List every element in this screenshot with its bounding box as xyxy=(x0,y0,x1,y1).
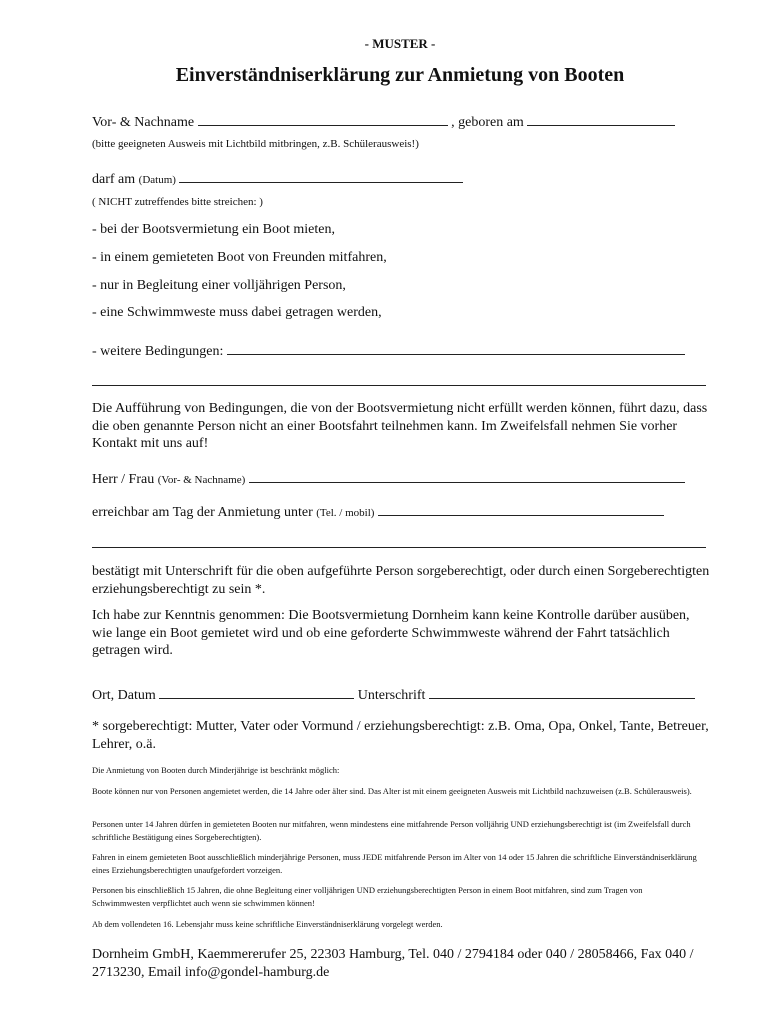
reach-hint: (Tel. / mobil) xyxy=(316,507,375,519)
option-ride-with-friends[interactable]: - in einem gemieteten Boot von Freunden mitfahren, xyxy=(92,250,387,265)
birthdate-field[interactable] xyxy=(527,111,675,126)
darf-am-label: darf am xyxy=(92,172,136,187)
footnote: * sorgeberechtigt: Mutter, Vater oder Vormund / erziehungsberechtigt: z.B. Oma, Opa, Onkel, Tante, Betreuer, Lehrer, o.ä. xyxy=(92,719,709,752)
name-field[interactable] xyxy=(198,111,448,126)
rule-item: Fahren in einem gemieteten Boot ausschließlich minderjährige Personen, muss JEDE mitfahrende Person im Alter von 14 oder 15 Jahren die schriftliche Einverständniserklärung eines Erziehungsberechtigten unaufgefordert vorzeigen. xyxy=(92,852,697,875)
born-label: , geboren am xyxy=(451,115,524,130)
notice-paragraph: Die Aufführung von Bedingungen, die von der Bootsvermietung nicht erfüllt werden können, führt dazu, dass die oben genannte Person nicht an einer Bootsfahrt teilnehmen kann. Im Zweifelsfall nehmen Sie vorher Kontakt mit uns auf! xyxy=(92,401,708,451)
reach-label: erreichbar am Tag der Anmietung unter xyxy=(92,505,313,520)
place-date-label: Ort, Datum xyxy=(92,688,156,703)
page-title: Einverständniserklärung zur Anmietung von Booten xyxy=(175,64,625,86)
further-row xyxy=(92,340,685,360)
muster-label: - MUSTER - xyxy=(364,36,436,51)
guardian-label: Herr / Frau xyxy=(92,472,155,487)
id-hint: (bitte geeigneten Ausweis mit Lichtbild mitbringen, z.B. Schülerausweis!) xyxy=(92,138,419,150)
strike-hint: ( NICHT zutreffendes bitte streichen: ) xyxy=(92,196,263,208)
phone-field[interactable] xyxy=(378,501,664,516)
phone-field-line2[interactable] xyxy=(92,547,706,548)
name-label: Vor- & Nachname xyxy=(92,115,195,130)
rule-item: Die Anmietung von Booten durch Minderjährige ist beschränkt möglich: xyxy=(92,765,340,775)
rental-date-field[interactable] xyxy=(179,168,463,183)
rule-item: Personen unter 14 Jahren dürfen in gemieteten Booten nur mitfahren, wenn mindestens eine mitfahrende Person volljährig UND erziehungsberechtigt ist (im Zweifelsfall durch schriftliche Bestätigung eines Sorgeberechtigten). xyxy=(92,819,691,842)
name-row xyxy=(92,111,675,131)
further-label: - weitere Bedingungen: xyxy=(92,344,224,359)
reach-row xyxy=(92,501,664,521)
option-rent-boat[interactable]: - bei der Bootsvermietung ein Boot mieten, xyxy=(92,222,336,237)
acknowledge-paragraph: Ich habe zur Kenntnis genommen: Die Bootsvermietung Dornheim kann keine Kontrolle darüber ausüben, wie lange ein Boot gemietet wird und ob eine geforderte Schwimmweste während der Fahrt tatsächlich getragen wird. xyxy=(92,608,690,658)
further-conditions-field[interactable] xyxy=(227,340,685,355)
rule-item: Personen bis einschließlich 15 Jahren, die ohne Begleitung einer volljährigen UND erziehungsberechtigten Person in einem Boot mitfahren, sind zum Tragen von Schwimmwesten verpflichtet auch wenn sie schwimmen können! xyxy=(92,885,643,908)
signature-row xyxy=(92,684,695,704)
place-date-field[interactable] xyxy=(159,684,354,699)
guardian-row xyxy=(92,468,685,488)
signature-label: Unterschrift xyxy=(357,688,426,703)
further-conditions-line2[interactable] xyxy=(92,385,706,386)
signature-field[interactable] xyxy=(429,684,695,699)
datum-hint: (Datum) xyxy=(138,174,176,186)
rule-item: Ab dem vollendeten 16. Lebensjahr muss keine schriftliche Einverständniserklärung vorgelegt werden. xyxy=(92,919,443,929)
option-life-vest[interactable]: - eine Schwimmweste muss dabei getragen werden, xyxy=(92,305,382,320)
option-adult-escort[interactable]: - nur in Begleitung einer volljährigen Person, xyxy=(92,278,346,293)
rule-item: Boote können nur von Personen angemietet werden, die 14 Jahre oder älter sind. Das Alter ist mit einem geeigneten Ausweis mit Lichtbild nachzuweisen (z.B. Schülerausweis). xyxy=(92,786,692,796)
confirm-paragraph: bestätigt mit Unterschrift für die oben aufgeführte Person sorgeberechtigt, oder durch einen Sorgeberechtigten erziehungsberechtigt zu sein *. xyxy=(92,564,710,597)
footer-contact: Dornheim GmbH, Kaemmererufer 25, 22303 Hamburg, Tel. 040 / 2794184 oder 040 / 28058466, Fax 040 / 2713230, Email info@gondel-hamburg.de xyxy=(92,947,694,980)
date-row xyxy=(92,168,463,188)
guardian-name-field[interactable] xyxy=(249,468,685,483)
guardian-hint: (Vor- & Nachname) xyxy=(157,474,246,486)
